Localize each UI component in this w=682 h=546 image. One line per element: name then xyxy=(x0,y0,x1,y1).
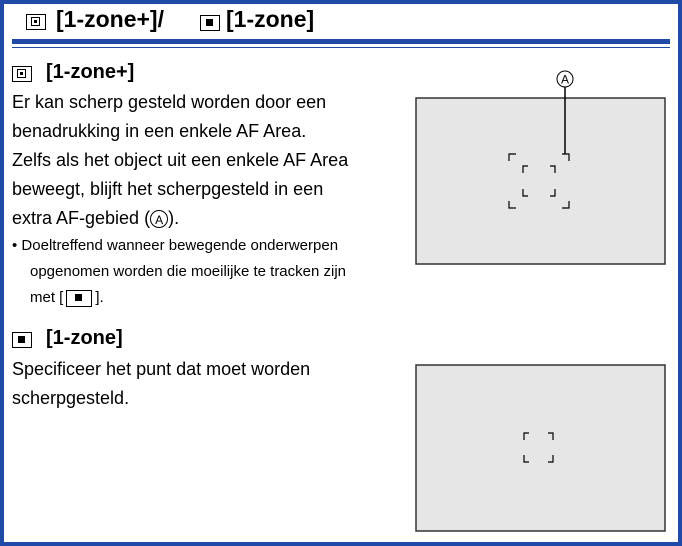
body-text-line: Er kan scherp gesteld worden door een xyxy=(12,92,327,112)
body-text-line: benadrukking in een enkele AF Area. xyxy=(12,121,307,141)
af-1-zone-illustration xyxy=(410,360,672,536)
af-1-zone-icon xyxy=(12,332,32,348)
svg-text:A: A xyxy=(560,72,570,87)
bullet-text-cont: opgenomen worden die moeilijke te tracken zijn xyxy=(30,263,347,280)
body-text-fragment: extra AF-gebied ( xyxy=(12,208,151,228)
bullet-text: met [ xyxy=(30,289,64,306)
bullet-text: Doeltreffend wanneer bewegende onderwerpen xyxy=(21,237,339,254)
af-1-zone-plus-icon xyxy=(26,14,46,30)
body-text-fragment: ). xyxy=(168,208,180,228)
callout-a-icon xyxy=(150,210,168,228)
af-1-zone-icon xyxy=(200,15,220,31)
title-rule-thin xyxy=(12,47,670,48)
body-text-line: Zelfs als het object uit een enkele AF Area xyxy=(12,150,349,170)
bullet-text: ]. xyxy=(95,289,104,306)
callout-letter: A xyxy=(155,213,164,228)
page-title xyxy=(4,4,678,38)
af-1-zone-plus-illustration xyxy=(410,66,672,268)
bullet-text-cont xyxy=(30,289,104,307)
section-heading-1-zone-plus: [1-zone+] xyxy=(46,61,135,83)
body-text-line: scherpgesteld. xyxy=(12,388,130,408)
title-rule xyxy=(12,39,670,44)
body-text-line xyxy=(12,208,179,229)
body-text-line: Specificeer het punt dat moet worden xyxy=(12,359,311,379)
title-part1: [1-zone+]/ xyxy=(56,6,164,32)
section-heading-1-zone: [1-zone] xyxy=(46,327,123,349)
af-1-zone-plus-icon xyxy=(12,66,32,82)
af-1-zone-icon xyxy=(66,290,92,307)
bullet-item: • Doeltreffend wanneer bewegende onderwerpen xyxy=(12,237,339,254)
body-text-line: beweegt, blijft het scherpgesteld in een xyxy=(12,179,324,199)
title-part2: [1-zone] xyxy=(226,6,315,32)
